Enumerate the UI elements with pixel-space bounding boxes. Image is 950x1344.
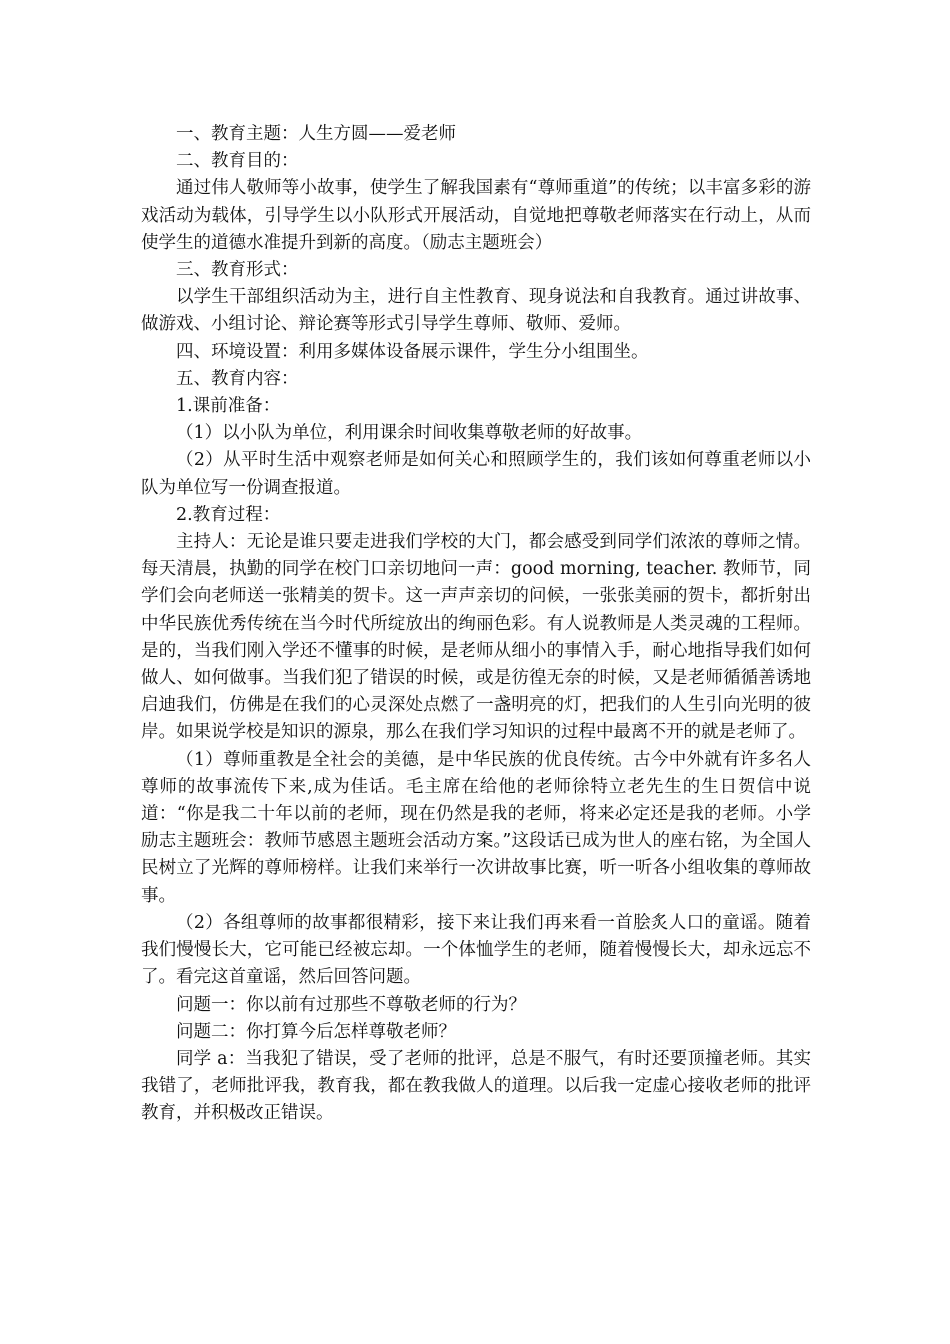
paragraph-process-1: （1）尊师重教是全社会的美德，是中华民族的优良传统。古今中外就有许多名人尊师的故事流传下来,成为佳话。毛主席在给他的老师徐特立老先生的生日贺信中说道：“你是我二十年以前的老师，现在仍然是我的老师，将来必定还是我的老师。小学励志主题班会：教师节感恩主题班会活动方案。”这段话已成为世人的座右铭，为全国人民树立了光辉的尊师榜样。让我们来举行一次讲故事比赛，听一听各小组收集的尊师故事。 — [141, 749, 811, 906]
paragraph-host-speech: 主持人：无论是谁只要走进我们学校的大门，都会感受到同学们浓浓的尊师之情。每天清晨，执勤的同学在校门口亲切地问一声：good morning, teacher. 教师节，同学们会向老师送一张精美的贺卡。这一声声亲切的问候，一张张美丽的贺卡，都折射出中华民族优秀传统在当今时代所绽放出的绚丽色彩。有人说教师是人类灵魂的工程师。是的，当我们刚入学还不懂事的时候，是老师从细小的事情入手，耐心地指导我们如何做人、如何做事。当我们犯了错误的时候，或是彷徨无奈的时候，又是老师循循善诱地启迪我们，仿佛是在我们的心灵深处点燃了一盏明亮的灯，把我们的人生引向光明的彼岸。如果说学校是知识的源泉，那么在我们学习知识的过程中最离不开的就是老师了。 — [141, 532, 811, 743]
question-two: 问题二：你打算今后怎样尊敬老师？ — [176, 1021, 456, 1042]
heading-environment: 四、环境设置：利用多媒体设备展示课件，学生分小组围坐。 — [176, 341, 649, 362]
document-body — [141, 121, 811, 1128]
paragraph-process-2: （2）各组尊师的故事都很精彩，接下来让我们再来看一首脍炙人口的童谣。随着我们慢慢长大，它可能已经被忘却。一个体恤学生的老师，随着慢慢长大，却永远忘不了。看完这首童谣，然后回答问题。 — [141, 912, 811, 988]
heading-purpose: 二、教育目的： — [176, 151, 299, 172]
heading-theme: 一、教育主题：人生方圆——爱老师 — [176, 124, 456, 144]
paragraph-form: 以学生干部组织活动为主，进行自主性教育、现身说法和自我教育。通过讲故事、做游戏、小组讨论、辩论赛等形式引导学生尊师、敬师、爱师。 — [141, 287, 811, 335]
paragraph-purpose: 通过伟人敬师等小故事，使学生了解我国素有“尊师重道”的传统；以丰富多彩的游戏活动为载体，引导学生以小队形式开展活动，自觉地把尊敬老师落实在行动上，从而使学生的道德水准提升到新的高度。（励志主题班会） — [141, 178, 811, 253]
subheading-preparation: 1.课前准备： — [176, 396, 281, 417]
heading-form: 三、教育形式： — [176, 260, 299, 281]
list-item-preparation-1: （1）以小队为单位，利用课余时间收集尊敬老师的好故事。 — [176, 423, 643, 444]
heading-content: 五、教育内容： — [176, 368, 299, 389]
subheading-process: 2.教育过程： — [176, 504, 281, 525]
paragraph-student-a: 同学 a：当我犯了错误，受了老师的批评，总是不服气，有时还要顶撞老师。其实我错了，老师批评我，教育我，都在教我做人的道理。以后我一定虚心接收老师的批评教育，并积极改正错误。 — [141, 1048, 811, 1124]
list-item-preparation-2: （2）从平时生活中观察老师是如何关心和照顾学生的，我们该如何尊重老师以小队为单位写一份调查报道。 — [141, 450, 811, 498]
question-one: 问题一：你以前有过那些不尊敬老师的行为？ — [176, 994, 526, 1015]
